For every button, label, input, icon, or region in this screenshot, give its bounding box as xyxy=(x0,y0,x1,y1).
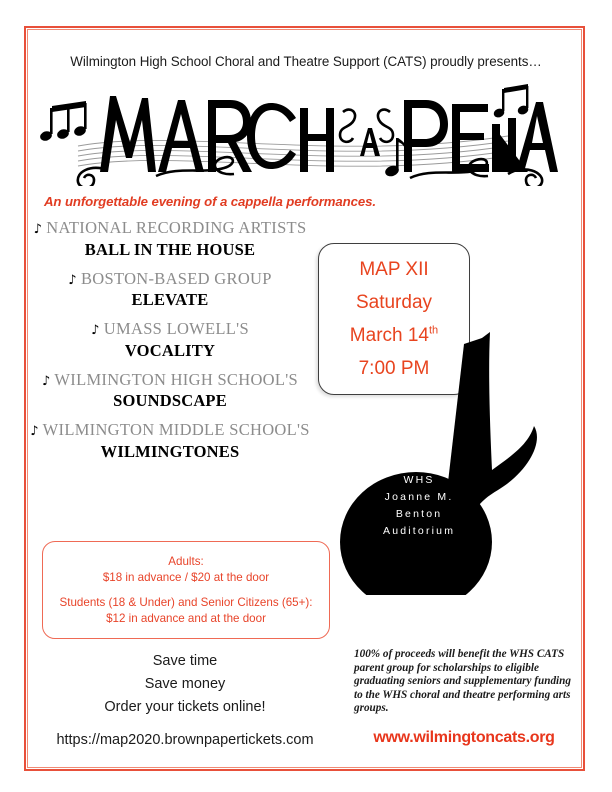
adults-label: Adults: xyxy=(168,554,204,568)
ticket-pricing-box xyxy=(42,541,330,639)
performer-descriptor xyxy=(20,421,320,442)
event-day: Saturday xyxy=(355,292,433,313)
performer-name: VOCALITY xyxy=(124,340,216,360)
order-line-3: Order your tickets online! xyxy=(104,699,266,715)
march-a-pella-title-art xyxy=(38,78,558,186)
performer-name: BALL IN THE HOUSE xyxy=(84,239,256,259)
event-edition: MAP XII xyxy=(359,259,429,280)
music-note-icon: ♪ xyxy=(41,373,51,389)
performer-name: ELEVATE xyxy=(131,290,209,309)
list-item xyxy=(20,270,320,310)
music-note-icon: ♪ xyxy=(33,222,42,237)
tagline: An unforgettable evening of a cappella performances. xyxy=(44,194,376,209)
music-note-icon: ♪ xyxy=(68,272,77,288)
list-item xyxy=(20,219,320,259)
performer-descriptor xyxy=(20,371,320,392)
staff-lines xyxy=(78,136,508,166)
performer-descriptor-text: WILMINGTON HIGH SCHOOL'S xyxy=(54,369,299,389)
music-note-icon: ♪ xyxy=(30,424,39,439)
performer-descriptor-text: UMASS LOWELL'S xyxy=(103,319,249,338)
event-time: 7:00 PM xyxy=(358,358,430,379)
performer-descriptor xyxy=(20,219,320,240)
order-online-block xyxy=(30,650,340,752)
event-date-ordinal: th xyxy=(429,324,439,337)
adults-price: $18 in advance / $20 at the door xyxy=(102,570,270,584)
presenter-line: Wilmington High School Choral and Theatre Support (CATS) proudly presents… xyxy=(70,54,542,69)
venue-line-2: Joanne M. xyxy=(384,491,454,503)
performer-descriptor xyxy=(20,270,320,291)
performer-descriptor xyxy=(20,320,320,341)
ticket-url-link[interactable]: https://map2020.brownpapertickets.com xyxy=(56,732,314,748)
list-item xyxy=(20,421,320,461)
proceeds-statement: 100% of proceeds will benefit the WHS CATS parent group for scholarships to eligible graduating seniors and supplementary funding to the WHS choral and theatre performing arts groups. xyxy=(354,648,571,715)
venue-line-3: Benton xyxy=(395,508,443,520)
performer-descriptor-text: BOSTON-BASED GROUP xyxy=(80,268,272,288)
list-item xyxy=(20,320,320,360)
performer-name: SOUNDSCAPE xyxy=(113,391,227,410)
eighth-note-icon xyxy=(338,330,588,595)
title-letters xyxy=(100,96,558,172)
discount-price: $12 in advance and at the door xyxy=(106,611,266,625)
event-date-text: March 14 xyxy=(349,325,429,346)
performer-descriptor-text: WILMINGTON MIDDLE SCHOOL'S xyxy=(42,420,310,439)
order-line-1: Save time xyxy=(152,653,218,669)
venue-line-4: Auditorium xyxy=(382,525,456,537)
performer-descriptor-text: NATIONAL RECORDING ARTISTS xyxy=(46,218,307,237)
music-note-icon: ♪ xyxy=(91,323,100,338)
performer-name: WILMINGTONES xyxy=(100,441,240,461)
order-line-2: Save money xyxy=(144,676,226,692)
performer-list xyxy=(20,219,320,472)
venue-line-1: WHS xyxy=(403,474,435,486)
list-item xyxy=(20,371,320,411)
discount-label: Students (18 & Under) and Senior Citizens (65+): xyxy=(59,595,313,609)
organization-website-link[interactable]: www.wilmingtoncats.org xyxy=(373,729,555,746)
